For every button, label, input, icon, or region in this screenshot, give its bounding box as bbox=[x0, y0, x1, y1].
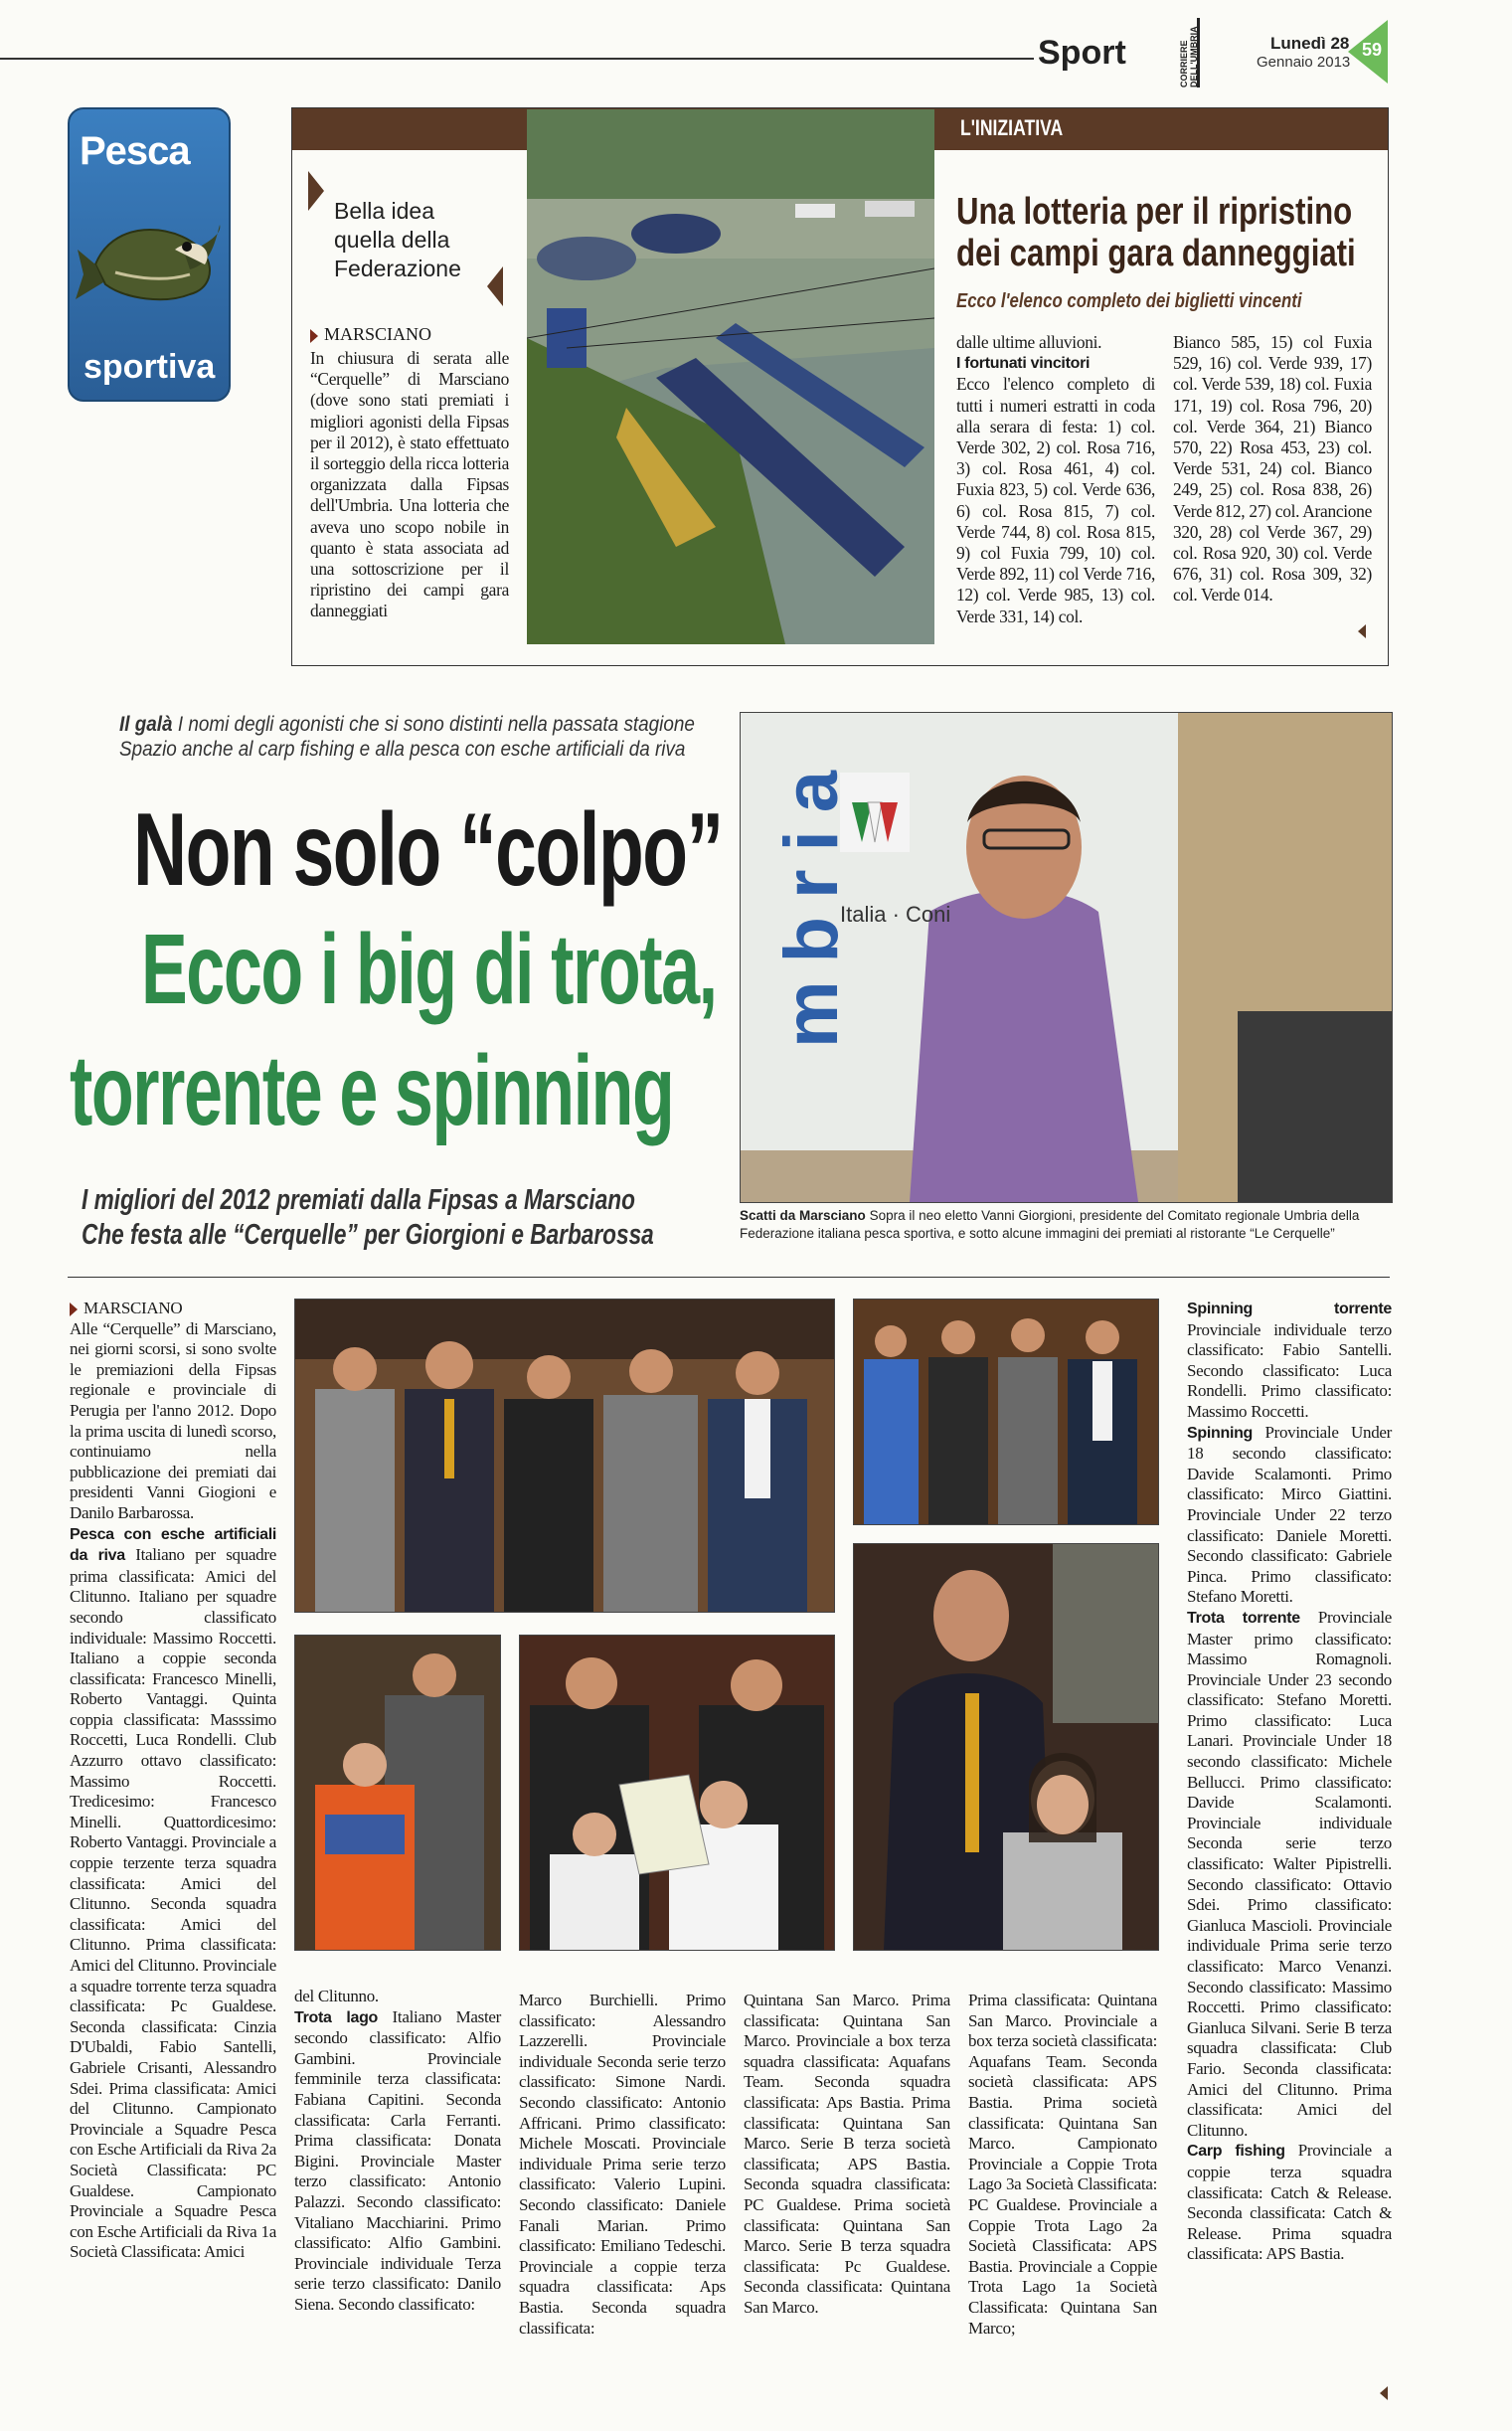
quote-close-arrow bbox=[487, 266, 503, 306]
body-col2 bbox=[294, 1987, 501, 2316]
pull-quote: Bella idea quella della Federazione bbox=[334, 198, 461, 281]
gala-kicker-line2: Spazio anche al carp fishing e alla pesca con esche artificiali da riva bbox=[119, 738, 686, 761]
gala-kicker bbox=[119, 712, 695, 762]
quote-open-arrow bbox=[308, 171, 324, 211]
caption-text: Sopra il neo eletto Vanni Giorgioni, presidente del Comitato regionale Umbria della Federazione italiana pesca sportiva, e sotto alcune immagini dei premiati al ristorante “Le Cerquelle” bbox=[740, 1208, 1360, 1241]
lead-trota-torrente: Trota torrente bbox=[1187, 1609, 1300, 1627]
body-col6-text2: Provinciale Under 18 secondo classificato: Davide Scalamonti. Primo classificato: Mirco Giattini. Provinciale Under 22 terzo classificato: Daniele Moretti. Secondo classificato: Gabriele Pinca. Primo classificato: Stefano Moretti. bbox=[1187, 1422, 1393, 1607]
coni-logo-text: Italia · Coni bbox=[840, 902, 951, 927]
giorgioni-portrait-photo bbox=[740, 712, 1393, 1203]
badge-title: Pesca bbox=[80, 129, 190, 173]
body-col6-text4: Provinciale a coppie terza squadra classificata: Catch & Release. Seconda classificata: Catch & Release. Prima squadra classificata: APS Bastia. bbox=[1187, 2141, 1392, 2264]
iniziativa-col2-text: Ecco l'elenco completo di tutti i numeri estratti in coda alla serara di festa: 1) col. Verde 302, 2) col. Rosa 716, 3) col. Rosa 461, 4) col. Fuxia 823, 5) col. Verde 636, 6) col. Rosa 815, 7) col. Verde 744, 8) col. Rosa 815, 9) col Fuxia 799, 10) col. Verde 892, 11) col Verde 716, 12) col. Verde 985, 13) col. Verde 331, 14) col. bbox=[956, 374, 1155, 626]
fish-icon bbox=[76, 195, 225, 344]
photo-certificate-award bbox=[519, 1635, 835, 1951]
group-photo-five-men bbox=[294, 1299, 835, 1613]
end-mark-arrow bbox=[1358, 624, 1366, 638]
iniziativa-title: Una lotteria per il ripristino dei campi gara danneggiati bbox=[956, 191, 1356, 274]
fishing-photo-illustration bbox=[527, 109, 934, 644]
header-rule bbox=[0, 58, 1034, 60]
issue-date: Gennaio 2013 bbox=[1257, 54, 1351, 71]
iniziativa-dateline bbox=[310, 324, 431, 345]
man-and-girl-illustration bbox=[854, 1544, 1158, 1950]
body-col2-text: Italiano Master secondo classificato: Alfio Gambini. Provinciale femminile terza classificata: Fabiana Capitini. Seconda classificata: Carla Ferranti. Prima classificata: Donata Bigini. Provinciale Master terzo classificato: Antonio Palazzi. Secondo classificato: Vitaliano Macchiarini. Primo classificato: Alfio Gambini. Provinciale individuale Terza serie terzo classificato: Danilo Siena. Secondo classificato: bbox=[294, 2006, 501, 2314]
section-divider bbox=[68, 1277, 1390, 1278]
main-headline: Non solo “colpo” bbox=[133, 792, 723, 908]
group-photo-illustration bbox=[295, 1300, 834, 1612]
iniziativa-col2 bbox=[956, 332, 1155, 627]
certificate-award-illustration bbox=[520, 1636, 834, 1950]
photo-boy-and-man bbox=[294, 1635, 501, 1951]
iniziativa-subtitle: Ecco l'elenco completo dei biglietti vincenti bbox=[956, 290, 1302, 312]
iniziativa-kicker: L'INIZIATIVA bbox=[960, 115, 1064, 140]
page-number: 59 bbox=[1362, 40, 1383, 60]
section-title: Sport bbox=[1038, 34, 1126, 72]
pesca-sportiva-badge bbox=[68, 107, 231, 402]
fishing-competition-photo bbox=[527, 109, 934, 644]
body-col3: Marco Burchielli. Primo classificato: Alessandro Lazzerelli. Provinciale individuale Seconda serie terzo classificato: Simone Nardi. Secondo classificato: Antonio Affricani. Primo classificato: Michele Moscati. Provinciale individuale Prima serie terzo classificato: Valerio Lupini. Secondo classificato: Daniele Fanali Marian. Primo classificato: Emiliano Tedeschi. Provinciale a coppie terza squadra classificata: Aps Bastia. Seconda squadra classificata: bbox=[519, 1991, 726, 2338]
boy-and-man-illustration bbox=[295, 1636, 500, 1950]
subheadline-line2: Che festa alle “Cerquelle” per Giorgioni e Barbarossa bbox=[82, 1219, 654, 1251]
iniziativa-col1: In chiusura di serata alle “Cerquelle” di Marsciano (dove sono stati premiati i migliori agonisti della Fipsas per il 2012), è stato effettuato il sorteggio della ricca lotteria organizzata dalla Fipsas dell'Umbria. Una lotteria che aveva uno scopo nobile in quanto è stata associata ad una sottoscrizione per il ripristino dei campi gara danneggiati bbox=[310, 348, 509, 621]
lead-spinning-torrente: Spinning torrente bbox=[1187, 1301, 1392, 1317]
main-subheadline bbox=[82, 1183, 654, 1253]
body-dateline-arrow bbox=[70, 1302, 78, 1316]
dateline-arrow bbox=[310, 329, 318, 343]
body-col1 bbox=[70, 1299, 276, 2263]
iniziativa-col2-heading: I fortunati vincitori bbox=[956, 355, 1091, 373]
body-col1-text: Italiano per squadre prima classificata: Amici del Clitunno. Italiano per squadre secondo classificato individuale: Massimo Roccetti. Italiano a coppie seconda classificata: Francesco Minelli, Roberto Vantaggi. Quinta coppia classificata: Masssimo Roccetti, Luca Rondelli. Club Azzurro ottavo classificato: Massimo Roccetti. Tredicesimo: Francesco Minelli. Quattordicesimo: Roberto Vantaggi. Provinciale a coppie terzente terza squadra classificata: Amici del Clitunno. Seconda squadra classificata: Amici del Clitunno. Prima classificata: Amici del Clitunno. Provinciale a squadre torrente terza squadra classificata: Pc Gualdese. Seconda classificata: Cinzia D'Ubaldi, Fabio Santelli, Gabriele Crisanti, Alessandro Sdei. Prima classificata: Amici del Clitunno. Campionato Provinciale a Squadre Pesca con Esche Artificiali da Riva 2a Società Classificata: PC Gualdese. Campionato Provinciale a Squadre Pesca con Esche Artificiali da Riva 1a Società Classificata: Amici bbox=[70, 1545, 276, 2262]
gala-kicker-line1: I nomi degli agonisti che si sono distinti nella passata stagione bbox=[177, 713, 695, 736]
lead-spinning: Spinning bbox=[1187, 1424, 1254, 1442]
body-col6-text3: Provinciale Master primo classificato: Massimo Romagnoli. Provinciale Under 23 secondo classificato: Stefano Moretti. Primo classificato: Luca Lanari. Provinciale Under 18 secondo classificato: Michele Bellucci. Primo classificato: Davide Scalamonti. Provinciale individuale Seconda serie terzo classificato: Walter Pipistrelli. Secondo classificato: Ottavio Sdei. Primo classificato: Gianluca Mascioli. Provinciale individuale Prima serie terzo classificato: Marco Venanzi. Secondo classificato: Massimo Roccetti. Primo classificato: Gianluca Silvani. Serie B terza squadra classificata: Club Fario. Seconda classificata: Amici del Clitunno. Prima classificata: Amici del Clitunno. bbox=[1187, 1607, 1392, 2140]
dateline-text: MARSCIANO bbox=[324, 324, 432, 344]
lead-carp-fishing: Carp fishing bbox=[1187, 2143, 1285, 2161]
subheadline-line1: I migliori del 2012 premiati dalla Fipsas a Marsciano bbox=[82, 1184, 635, 1216]
iniziativa-col2-start: dalle ultime alluvioni. bbox=[956, 332, 1102, 352]
badge-subtitle: sportiva bbox=[84, 348, 216, 386]
lead-trota-lago: Trota lago bbox=[294, 2008, 379, 2026]
group-photo-four-people bbox=[853, 1299, 1159, 1525]
umbria-banner-letters: mbria bbox=[769, 753, 854, 1048]
photo-caption bbox=[740, 1207, 1391, 1243]
body-col6-text1: Provinciale individuale terzo classificato: Fabio Santelli. Secondo classificato: Luca Rondelli. Primo classificato: Massimo Roccetti. bbox=[1187, 1319, 1392, 1421]
gala-kicker-label: Il galà bbox=[119, 713, 173, 736]
body-col6 bbox=[1187, 1299, 1392, 2265]
body-col4: Quintana San Marco. Prima classificata: Quintana San Marco. Provinciale a box terza squadra classificata: Aquafans Team. Seconda squadra classificata: Aps Bastia. Prima classificata: Quintana San Marco. Serie B terza società classificata; APS Bastia. Seconda squadra classificata: PC Gualdese. Prima società classificata: Quintana San Marco. Serie B terza squadra classificata: Pc Gualdese. Seconda classificata: Quintana San Marco. bbox=[744, 1991, 950, 2317]
lead-pesca-esche: Pesca con esche artificiali da riva bbox=[70, 1525, 276, 1565]
body-col2-start: del Clitunno. bbox=[294, 1987, 379, 2005]
group-photo-four-illustration bbox=[854, 1300, 1158, 1524]
body-dateline-text: MARSCIANO bbox=[84, 1299, 183, 1317]
photo-man-and-girl bbox=[853, 1543, 1159, 1951]
green-headline-1: Ecco i big di trota, bbox=[141, 914, 717, 1025]
paper-logo: CORRIERE DELL'UMBRIA bbox=[1179, 18, 1200, 87]
body-end-mark-arrow bbox=[1380, 2386, 1388, 2400]
green-headline-2: torrente e spinning bbox=[70, 1035, 674, 1146]
iniziativa-col3: Bianco 585, 15) col Fuxia 529, 16) col. Verde 939, 17) col. Verde 539, 18) col. Fuxia 171, 19) col. Rosa 796, 20) col. Verde 364, 21) Bianco 570, 22) Rosa 453, 23) col. Verde 531, 24) col. Bianco 249, 25) col. Rosa 838, 26) Verde 812, 27) col. Arancione 320, 28) col Verde 367, 29) col. Rosa 920, 30) col. Verde 676, 31) col. Rosa 309, 32) col. Verde 014. bbox=[1173, 332, 1372, 606]
body-col5: Prima classificata: Quintana San Marco. Provinciale a box terza società classificata: Aquafans Team. Seconda società classificata: APS Bastia. Prima società classificata: Quintana San Marco. Campionato Provinciale a Coppie Trota Lago 3a Società Classificata: PC Gualdese. Provinciale a Coppie Trota Lago 2a Società Classificata: APS Bastia. Provinciale a Coppie Trota Lago 1a Società Classificata: Quintana San Marco; bbox=[968, 1991, 1157, 2338]
body-dateline bbox=[70, 1299, 276, 1319]
body-intro: Alle “Cerquelle” di Marsciano, nei giorni scorsi, si sono svolte le premiazioni della Fipsas regionale e provinciale di Perugia per l'anno 2012. Dopo la prima uscita di lunedì scorso, continuiamo nella pubblicazione dei premiati dai presidenti Vanni Giogioni e Danilo Barbarossa. bbox=[70, 1318, 276, 1522]
caption-label: Scatti da Marsciano bbox=[740, 1208, 866, 1223]
issue-day: Lunedì 28 bbox=[1270, 34, 1350, 53]
